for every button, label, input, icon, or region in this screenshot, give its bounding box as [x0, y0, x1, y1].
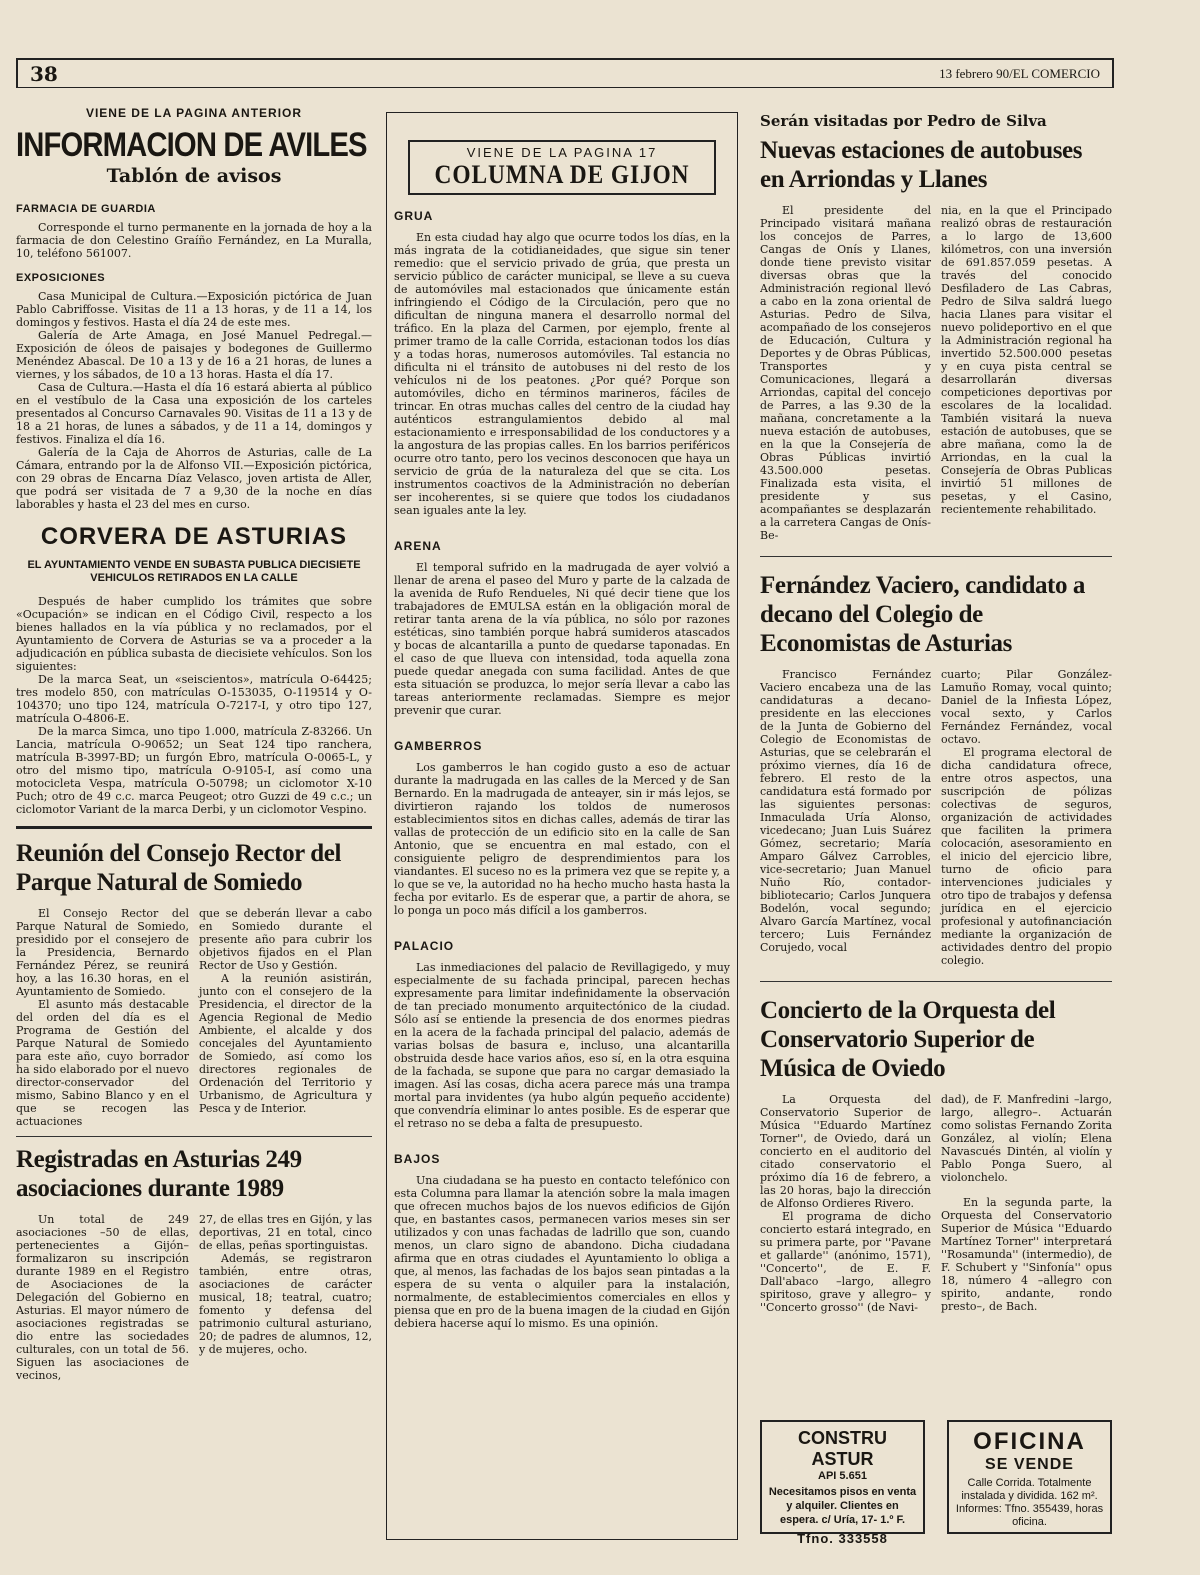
- aviles-title: INFORMACION DE AVILES: [16, 126, 367, 164]
- left-column: [16, 106, 372, 1556]
- right-kicker: Serán visitadas por Pedro de Silva: [760, 112, 1047, 130]
- divider: [760, 556, 1112, 557]
- asoc-title: Registradas en Asturias 249 asociaciones durante 1989: [16, 1146, 302, 1202]
- ad1-api: API 5.651: [818, 1470, 867, 1482]
- ad1-text: Necesitamos pisos en venta y alquiler. Clientes en espera. c/ Uría, 17- 1.º F.: [768, 1486, 917, 1526]
- concierto-body: La Orquesta del Conservatorio Superior de Música ''Eduardo Martínez Torner'', de Oviedo, dará un concierto en el auditorio del citado conservatorio el próximo día 16 de febrero, a las 20 horas, bajo la dirección de Alfonso Ordieres Rivero. El programa de dicho concierto estará integrado, en su primera parte, por ''Pavane et gallarde'' (anónimo, 1571), ''Concerto'', de E. F. Dall'abaco –largo, allegro spiritoso, grave y allegro– y ''Concerto grosso'' (de Navi- dad), de F. Manfredini –largo, largo, allegro–. Actuarán como solistas Fernando Zorita González, al violín; Elena Navascués Dintén, al violín y Pablo Ponga Suero, al violonchelo. En la segunda parte, la Orquesta del Conservatorio Superior de Música ''Eduardo Martínez Torner'' interpretará ''Rosamunda'' (intermedio), de F. Schubert y ''Sinfonía'' opus 18, número 4 –allegro con spirito, andante, rondo presto–, de Bach.: [760, 1093, 1112, 1314]
- corvera-subtitle: EL AYUNTAMIENTO VENDE EN SUBASTA PUBLICA DIECISIETE VEHICULOS RETIRADOS EN LA CALLE: [27, 559, 361, 584]
- farmacia-text: Corresponde el turno permanente en la jornada de hoy a la farmacia de don Celestino Graíño Fernández, en La Muralla, 10, teléfono 561007.: [16, 221, 372, 260]
- divider: [16, 1136, 372, 1137]
- page-header: [16, 58, 1114, 88]
- page-number: 38: [30, 62, 58, 86]
- arena-text: El temporal sufrido en la madrugada de ayer volvió a llenar de arena el paseo del Muro y parte de la calzada de la avenida de Rufo Rendueles, Ni qué decir tiene que los trabajadores de EMULSA están en la obligación moral de retirar tanta arena de la vía pública, no sólo por razones estéticas, sino también porque habrá sumideros atascados y bocas de alcantarilla a punto de quedarse taponadas. En el caso de que llueva con intensidad, toda aquella zona puede quedar anegada con suma facilidad. Antes de que esta situación se produzca, lo mejor sería llevar a cabo las tareas anteriormente reclamadas. Siempre es mejor prevenir que curar.: [394, 561, 730, 717]
- vaciero-body: Francisco Fernández Vaciero encabeza una de las candidaturas a decano-presidente en las elecciones de la Junta de Gobierno del Colegio de Economistas de Asturias, que se celebrarán el próximo viernes, día 16 de febrero. El resto de la candidatura está formado por las siguientes personas: Inmaculada Uría Alonso, vicedecano; Juan Luis Suárez Gómez, secretario; María Amparo Gálvez Carrobles, vice-secretario; Juan Manuel Nuño Río, contador-bibliotecario; Carlos Junquera Bodelón, vocal segundo; Alvaro García Martínez, vocal tercero; Luis Fernández Corujedo, vocal cuarto; Pilar González-Lamuño Romay, vocal quinto; Daniel de la Infiesta López, vocal sexto, y Carlos Fernández Fernández, vocal octavo. El programa electoral de dicha candidatura ofrece, entre otros aspectos, una suscripción de pólizas colectivas de seguros, organización de actividades que faciliten la primera colocación, asesoramiento en el inicio del ejercicio libre, turno de oficio para intervenciones judiciales y otro tipo de trabajos y defensa jurídica en el ejercicio profesional y autofinanciación mediante la organización de actividades dentro del propio colegio.: [760, 668, 1112, 967]
- asoc-body: Un total de 249 asociaciones –50 de ellas, pertenecientes a Gijón– formalizaron su inscripción durante 1989 en el Registro de Asociaciones de la Delegación del Gobierno en Asturias. El mayor número de asociaciones registradas se dio entre las sociedades culturales, con un total de 56. Siguen las asociaciones de vecinos, 27, de ellas tres en Gijón, y las deportivas, 21 en total, cinco de ellas, peñas sportinguistas. Además, se registraron también, entre otras, asociaciones de carácter musical, 18; teatral, cuatro; fomento y defensa del patrimonio cultural asturiano, 20; de padres de alumnos, 12, y de mujeres, ocho.: [16, 1213, 372, 1382]
- gijon-kicker: VIENE DE LA PAGINA 17: [466, 145, 658, 160]
- somiedo-body: El Consejo Rector del Parque Natural de Somiedo, presidido por el consejero de la Presidencia, Bernardo Fernández Pérez, se reunirá hoy, a las 16.30 horas, en el Ayuntamiento de Somiedo. El asunto más destacable del orden del día es el Programa de Gestión del Parque Natural de Somiedo para este año, cuyo borrador ha sido elaborado por el nuevo director-conservador del mismo, Sabino Blanco y en el que se recogen las actuaciones que se deberán llevar a cabo en Somiedo durante el presente año para cubrir los objetivos fijados en el Plan Rector de Uso y Gestión. A la reunión asistirán, junto con el consejero de la Presidencia, el director de la Agencia Regional de Medio Ambiente, el alcalde y dos concejales del Ayuntamiento de Somiedo, así como los directores regionales de Ordenación del Territorio y Urbanismo, de Agricultura y Pesca y de Interior.: [16, 907, 372, 1128]
- arena-label: ARENA: [394, 539, 442, 553]
- ad2-text: Calle Corrida. Totalmente instalada y dividida. 162 m². Informes: Tfno. 355439, horas oficina.: [955, 1477, 1104, 1528]
- grua-text: En esta ciudad hay algo que ocurre todos los días, en la más ingrata de la cotidianeidades, que sigue sin tener remedio: que el servicio privado de grúa, que presta un servicio público de carácter municipal, se lleve a su cueva de automóviles mal estacionados que únicamente están infringiendo el Código de la Circulación, pero que no dificultan de ninguna manera el desarrollo normal del tráfico. En la plaza del Carmen, por ejemplo, frente al primer tramo de la calle Corrida, estacionan todos los días y a todas horas, numerosos automóviles. Tal estancia no dificulta ni el tránsito de autobuses ni del resto de los vehículos ni de los peatones. ¿Por qué? Porque son automóviles, dicho en términos marineros, fáciles de trincar. En otras muchas calles del centro de la ciudad hay auténticos estrangulamientos debido al mal estacionamiento e irresponsabilidad de los conductores y a la angostura de las propias calles. En los barrios periféricos ocurre otro tanto, pero los vecinos desconocen que haya un servicio de grúa de la naturaleza del que se cita. Los instrumentos coactivos de la Administración no deberían ser incoherentes, si se quiere que todos los ciudadanos sean iguales ante la ley.: [394, 231, 730, 517]
- ad-oficina: [947, 1420, 1112, 1534]
- divider: [760, 981, 1112, 982]
- palacio-text: Las inmediaciones del palacio de Revillagigedo, y muy especialmente de su fachada principal, parecen hechas expresamente para limitar indefinidamente la observación de tan preciado monumento arquitectónico de la ciudad. Sólo así se entiende la presencia de dos enormes piedras en la acera de la fachada principal del palacio, además de varias bolsas de basura e, incluso, una alcantarilla obstruida desde hace varios años, eso sí, en la otra esquina de la fachada, se supone que para no cargar demasiado la imagen. Así las cosas, dicha acera parece más una trampa mortal para invidentes (ya hubo algún pequeño accidente) que convendría eliminar lo antes posible. Es de esperar que el retraso no se deba a falta de presupuesto.: [394, 961, 730, 1130]
- gamberros-text: Los gamberros le han cogido gusto a eso de actuar durante la madrugada en las calles de la Merced y de San Bernardo. En la madrugada de anteayer, sin ir más lejos, se divirtieron rajando los toldos de numerosos establecimientos sitos en dichas calles, además de tirar las vallas de protección de un edificio sito en la calle de San Antonio, que se encuentra en mal estado, con el consiguiente peligro de desprendimientos para los viandantes. El suceso no es la primera vez que se repite y, a lo que se ve, la autoridad no ha hecho mucho hasta hasta la fecha por evitarlo. Es de esperar que, a partir de ahora, se lo ponga un poco más difícil a los gamberros.: [394, 761, 730, 917]
- corvera-text: Después de haber cumplido los trámites que sobre «Ocupación» se indican en el Código Civil, respecto a los bienes hallados en la vía pública y no reclamados, por el Ayuntamiento de Corvera de Asturias se va a proceder a la adjudicación en pública subasta de diecisiete vehículos. Son los siguientes: De la marca Seat, un «seiscientos», matrícula O-64425; tres modelo 850, con matrículas O-153035, O-119514 y O-104370; uno tipo 124, matrícula O-7217-I, y otro tipo 127, matrícula O-4806-E. De la marca Simca, uno tipo 1.000, matrícula Z-83266. Un Lancia, matrícula O-90652; un Seat 124 tipo ranchera, matrícula B-3997-BD; un furgón Ebro, matrícula O-0065-L, y otro del mismo tipo, matrícula O-9105-I, así como una motocicleta Vespa, matrícula O-50798; un ciclomotor X-10 Puch; otro de 49 c.c. marca Peugeot; otro Guzzi de 49 c.c.; un ciclomotor Variant de la marca Derbi, y un ciclomotor Vespino.: [16, 595, 372, 816]
- expos-label: EXPOSICIONES: [16, 272, 106, 284]
- palacio-label: PALACIO: [394, 939, 455, 953]
- ad1-title: CONSTRU ASTUR: [798, 1428, 887, 1469]
- gijon-header: [408, 140, 716, 195]
- gijon-title: COLUMNA DE GIJON: [434, 160, 690, 189]
- expos-text: Casa Municipal de Cultura.—Exposición pictórica de Juan Pablo Cabriffosse. Visitas de 11 a 13 horas, y de 11 a 14, los domingos y festivos. Hasta el día 24 de este mes. Galería de Arte Amaga, en José Manuel Pedregal.—Exposición de óleos de paisajes y bodegones de Guillermo Menéndez Abascal. De 10 a 13 y de 16 a 21 horas, de lunes a viernes, y los sábados, de 10 a 13 horas. Hasta el día 17. Casa de Cultura.—Hasta el día 16 estará abierta al público en el vestíbulo de la Casa una exposición de los carteles presentados al Concurso Carnavales 90. Visitas de 11 a 13 y de 18 a 21 horas, de lunes a sábados, y de 11 a 14, domingos y festivos. Finaliza el día 16. Galería de la Caja de Ahorros de Asturias, calle de La Cámara, entrando por la de Alfonso VII.—Exposición pictórica, con 29 obras de Encarna Díaz Velasco, joven artista de Aller, que podrá ser visitada de 7 a 9,30 de la noche en días laborables y hasta el 23 del mes en curso.: [16, 290, 372, 511]
- ad2-sub: SE VENDE: [985, 1456, 1074, 1473]
- concierto-title: Concierto de la Orquesta del Conservatorio Superior de Música de Oviedo: [760, 997, 1056, 1082]
- bajos-label: BAJOS: [394, 1152, 441, 1166]
- divider: [16, 826, 372, 829]
- corvera-title: CORVERA DE ASTURIAS: [40, 523, 348, 550]
- issue-date: 13 febrero 90/EL COMERCIO: [939, 66, 1100, 81]
- ad-construastur: [760, 1420, 925, 1546]
- somiedo-title: Reunión del Consejo Rector del Parque Natural de Somiedo: [16, 840, 342, 896]
- grua-label: GRUA: [394, 209, 434, 223]
- ad2-title: OFICINA: [973, 1428, 1086, 1455]
- left-kicker: VIENE DE LA PAGINA ANTERIOR: [85, 106, 303, 120]
- aviles-subtitle: Tablón de avisos: [106, 165, 282, 187]
- ad1-phone: Tfno. 333558: [797, 1531, 888, 1546]
- farmacia-label: FARMACIA DE GUARDIA: [16, 203, 156, 215]
- gamberros-label: GAMBERROS: [394, 739, 483, 753]
- right-column: [760, 112, 1112, 1402]
- bajos-text: Una ciudadana se ha puesto en contacto telefónico con esta Columna para llamar la atención sobre la mala imagen que ofrecen muchos bajos de los nuevos edificios de Gijón que, en bastantes casos, permanecen varios meses sin ser utilizados y con unas fachadas de ladrillo que son, cuando menos, un claro signo de abandono. Dicha ciudadana afirma que en otras ciudades el Ayuntamiento lo obliga a que, al menos, las fachadas de los bajos sean pintadas a la espera de su venta o alquiler para la instalación, normalmente, de establecimientos comerciales en ellos y piensa que en pro de la buena imagen de la ciudad en Gijón debiera hacerse aquí lo mismo. Es una opinión.: [394, 1174, 730, 1330]
- estaciones-body: El presidente del Principado visitará mañana los concejos de Parres, Cangas de Onís y Llanes, donde tiene previsto visitar diversas obras que la Administración regional llevó a cabo en la zona oriental de Asturias. Pedro de Silva, acompañado de los consejeros de Educación, Cultura y Deportes y de Obras Públicas, Transportes y Comunicaciones, llegará a Arriondas, capital del concejo de Parres, a las 9.30 de la mañana, concretamente a la nueva estación de autobuses, en la que la Consejería de Obras Públicas invirtió 43.500.000 pesetas. Finalizada esta visita, el presidente y sus acompañantes se desplazarán a la carretera Cangas de Onís-Be- nia, en la que el Principado realizó obras de restauración a lo largo de 13,600 kilómetros, con una inversión de 691.857.059 pesetas. A través del conocido Desfiladero de Las Cabras, Pedro de Silva saldrá luego hacia Llanes para visitar el nuevo polideportivo en el que la Administración regional ha invertido 52.500.000 pesetas y en cuya pista central se desarrollarán diversas competiciones deportivas por escolares de la localidad. También visitará la nueva estación de autobuses, que se abre mañana, como la de Arriondas, en la cual la Consejería de Obras Publicas invirtió 51 millones de pesetas, y el Casino, recientemente rehabilitado.: [760, 204, 1112, 542]
- estaciones-title: Nuevas estaciones de autobuses en Arriondas y Llanes: [760, 137, 1083, 193]
- vaciero-title: Fernández Vaciero, candidato a decano del Colegio de Economistas de Asturias: [760, 572, 1086, 657]
- middle-column: [394, 140, 730, 1535]
